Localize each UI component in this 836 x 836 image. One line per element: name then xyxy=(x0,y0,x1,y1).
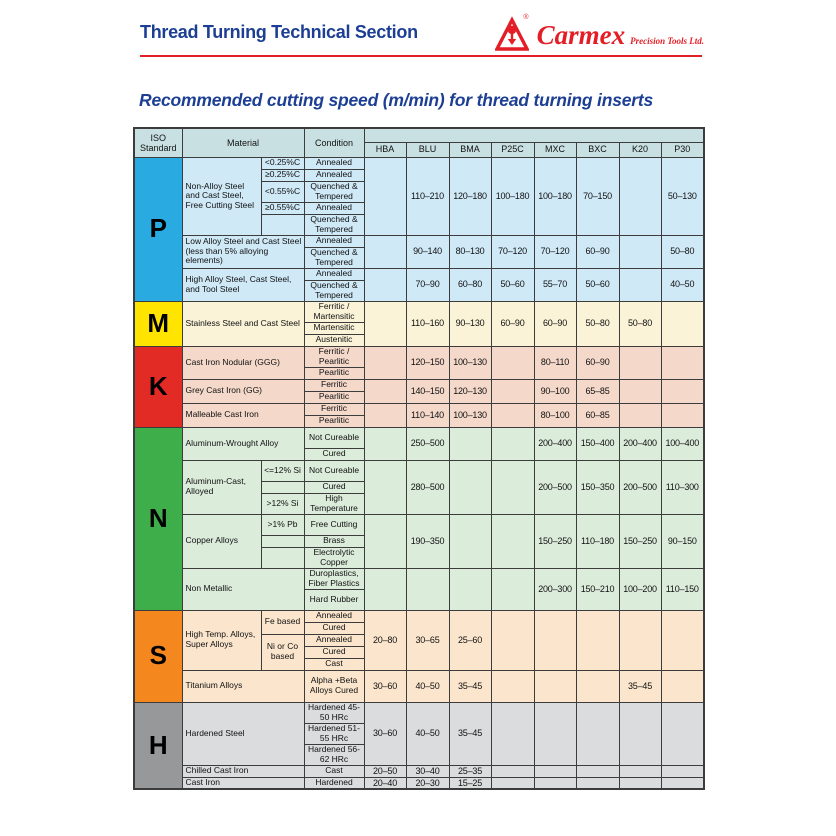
condition-cell: Free Cutting xyxy=(304,514,364,535)
value-cell: 20–50 xyxy=(364,765,406,777)
value-cell: 150–250 xyxy=(619,514,661,568)
material-cell: Copper Alloys xyxy=(182,514,261,568)
document-header xyxy=(140,14,704,60)
value-cell: 40–50 xyxy=(406,670,449,702)
value-cell: 200–300 xyxy=(534,568,576,610)
value-cell: 30–40 xyxy=(406,765,449,777)
value-cell: 60–85 xyxy=(576,403,619,427)
value-cell: 30–60 xyxy=(364,670,406,702)
material-cell: Malleable Cast Iron xyxy=(182,403,304,427)
value-cell: 110–160 xyxy=(406,301,449,346)
material-cell: Titanium Alloys xyxy=(182,670,304,702)
value-cell: 35–45 xyxy=(449,670,491,702)
iso-letter-N: N xyxy=(134,427,182,610)
col-header-grade: BMA xyxy=(449,142,491,157)
value-cell xyxy=(364,403,406,427)
value-cell xyxy=(491,514,534,568)
value-cell: 60–90 xyxy=(576,235,619,268)
value-cell xyxy=(364,460,406,514)
value-cell xyxy=(661,702,704,765)
value-cell: 60–80 xyxy=(449,268,491,301)
value-cell xyxy=(364,568,406,610)
condition-cell: Martensitic xyxy=(304,322,364,334)
value-cell xyxy=(619,379,661,403)
value-cell xyxy=(491,460,534,514)
condition-cell: Annealed xyxy=(304,157,364,169)
value-cell: 60–90 xyxy=(491,301,534,346)
material-cell: Grey Cast Iron (GG) xyxy=(182,379,304,403)
condition-cell: Cured xyxy=(304,448,364,460)
condition-cell: Electrolytic Copper xyxy=(304,547,364,568)
condition-cell: Quenched & Tempered xyxy=(304,280,364,301)
value-cell: 90–140 xyxy=(406,235,449,268)
value-cell xyxy=(449,568,491,610)
value-cell: 140–150 xyxy=(406,379,449,403)
value-cell xyxy=(449,427,491,460)
spec-cell: ≥0.55%C xyxy=(261,202,304,214)
condition-cell: Ferritic xyxy=(304,403,364,415)
spec-cell: Ni or Co based xyxy=(261,634,304,670)
value-cell: 35–45 xyxy=(619,670,661,702)
value-cell xyxy=(534,765,576,777)
col-header-grade: P25C xyxy=(491,142,534,157)
material-cell: Aluminum-Wrought Alloy xyxy=(182,427,304,460)
value-cell xyxy=(491,568,534,610)
value-cell xyxy=(661,301,704,346)
condition-cell: Annealed xyxy=(304,202,364,214)
grades-band xyxy=(364,128,704,142)
spec-cell: Fe based xyxy=(261,610,304,634)
value-cell: 90–130 xyxy=(449,301,491,346)
value-cell xyxy=(491,403,534,427)
value-cell xyxy=(619,765,661,777)
condition-cell: Pearlitic xyxy=(304,367,364,379)
condition-cell: Ferritic / Martensitic xyxy=(304,301,364,322)
material-cell: Hardened Steel xyxy=(182,702,304,765)
condition-cell: Annealed xyxy=(304,610,364,622)
value-cell xyxy=(364,301,406,346)
value-cell: 50–130 xyxy=(661,157,704,235)
value-cell: 100–130 xyxy=(449,403,491,427)
value-cell: 25–60 xyxy=(449,610,491,670)
value-cell xyxy=(534,670,576,702)
value-cell xyxy=(491,765,534,777)
spec-cell xyxy=(261,535,304,547)
condition-cell: Ferritic / Pearlitic xyxy=(304,346,364,367)
value-cell: 90–150 xyxy=(661,514,704,568)
spec-cell: ≥0.25%C xyxy=(261,169,304,181)
value-cell xyxy=(619,702,661,765)
spec-cell xyxy=(261,214,304,235)
value-cell: 30–65 xyxy=(406,610,449,670)
value-cell xyxy=(364,514,406,568)
value-cell: 200–500 xyxy=(534,460,576,514)
value-cell: 120–180 xyxy=(449,157,491,235)
value-cell xyxy=(576,702,619,765)
value-cell: 120–130 xyxy=(449,379,491,403)
value-cell xyxy=(491,427,534,460)
value-cell: 50–60 xyxy=(491,268,534,301)
condition-cell: Cured xyxy=(304,622,364,634)
condition-cell: Austenitic xyxy=(304,334,364,346)
value-cell: 200–400 xyxy=(534,427,576,460)
value-cell: 50–80 xyxy=(661,235,704,268)
spec-cell: <=12% Si xyxy=(261,460,304,481)
value-cell: 20–30 xyxy=(406,777,449,789)
value-cell: 80–110 xyxy=(534,346,576,379)
condition-cell: Cured xyxy=(304,646,364,658)
value-cell xyxy=(364,157,406,235)
iso-letter-M: M xyxy=(134,301,182,346)
condition-cell: Hardened 51-55 HRc xyxy=(304,723,364,744)
material-cell: Non Metallic xyxy=(182,568,304,610)
value-cell xyxy=(576,765,619,777)
col-header-grade: BLU xyxy=(406,142,449,157)
value-cell xyxy=(661,346,704,379)
value-cell: 80–130 xyxy=(449,235,491,268)
spec-cell: <0.25%C xyxy=(261,157,304,169)
page-title: Thread Turning Technical Section xyxy=(140,22,418,42)
value-cell xyxy=(576,610,619,670)
value-cell xyxy=(576,777,619,789)
col-header-material: Material xyxy=(182,128,304,157)
value-cell: 25–35 xyxy=(449,765,491,777)
value-cell: 50–60 xyxy=(576,268,619,301)
value-cell: 55–70 xyxy=(534,268,576,301)
value-cell xyxy=(619,777,661,789)
value-cell xyxy=(661,670,704,702)
value-cell: 40–50 xyxy=(406,702,449,765)
value-cell: 20–40 xyxy=(364,777,406,789)
spec-cell: >12% Si xyxy=(261,493,304,514)
iso-letter-H: H xyxy=(134,702,182,789)
value-cell xyxy=(449,514,491,568)
value-cell: 60–90 xyxy=(576,346,619,379)
value-cell: 110–150 xyxy=(661,568,704,610)
spec-cell xyxy=(261,481,304,493)
value-cell xyxy=(619,346,661,379)
value-cell: 100–400 xyxy=(661,427,704,460)
value-cell: 15–25 xyxy=(449,777,491,789)
condition-cell: Quenched & Tempered xyxy=(304,181,364,202)
col-header-grade: HBA xyxy=(364,142,406,157)
value-cell: 60–90 xyxy=(534,301,576,346)
value-cell: 70–120 xyxy=(491,235,534,268)
col-header-grade: BXC xyxy=(576,142,619,157)
iso-letter-K: K xyxy=(134,346,182,427)
value-cell xyxy=(619,268,661,301)
value-cell: 50–80 xyxy=(576,301,619,346)
value-cell xyxy=(364,346,406,379)
value-cell: 40–50 xyxy=(661,268,704,301)
value-cell xyxy=(364,427,406,460)
iso-letter-P: P xyxy=(134,157,182,301)
value-cell: 110–300 xyxy=(661,460,704,514)
condition-cell: Brass xyxy=(304,535,364,547)
value-cell: 110–210 xyxy=(406,157,449,235)
value-cell: 110–140 xyxy=(406,403,449,427)
value-cell xyxy=(576,670,619,702)
value-cell: 150–250 xyxy=(534,514,576,568)
condition-cell: Pearlitic xyxy=(304,391,364,403)
material-cell: Cast Iron xyxy=(182,777,304,789)
condition-cell: Annealed xyxy=(304,169,364,181)
value-cell xyxy=(619,235,661,268)
value-cell xyxy=(491,379,534,403)
brand-tagline: Precision Tools Ltd. xyxy=(630,36,704,46)
spec-cell: <0.55%C xyxy=(261,181,304,202)
value-cell xyxy=(491,702,534,765)
value-cell: 70–150 xyxy=(576,157,619,235)
iso-letter-S: S xyxy=(134,610,182,702)
condition-cell: Hardened 56-62 HRc xyxy=(304,744,364,765)
col-header-iso: ISO Standard xyxy=(134,128,182,157)
condition-cell: Quenched & Tempered xyxy=(304,214,364,235)
spec-cell: >1% Pb xyxy=(261,514,304,535)
material-cell: High Alloy Steel, Cast Steel, and Tool Steel xyxy=(182,268,304,301)
value-cell xyxy=(661,403,704,427)
condition-cell: Annealed xyxy=(304,268,364,280)
col-header-grade: MXC xyxy=(534,142,576,157)
condition-cell: High Temperature xyxy=(304,493,364,514)
condition-cell: Duroplastics, Fiber Plastics xyxy=(304,568,364,589)
value-cell xyxy=(364,235,406,268)
value-cell xyxy=(661,765,704,777)
value-cell xyxy=(534,610,576,670)
condition-cell: Not Cureable xyxy=(304,427,364,448)
value-cell: 110–180 xyxy=(576,514,619,568)
value-cell: 280–500 xyxy=(406,460,449,514)
col-header-grade: K20 xyxy=(619,142,661,157)
brand-name: Carmex xyxy=(536,20,626,50)
material-cell: Aluminum-Cast, Alloyed xyxy=(182,460,261,514)
value-cell: 100–180 xyxy=(491,157,534,235)
value-cell xyxy=(364,268,406,301)
condition-cell: Cast xyxy=(304,765,364,777)
condition-cell: Alpha +Beta Alloys Cured xyxy=(304,670,364,702)
condition-cell: Cast xyxy=(304,658,364,670)
condition-cell: Pearlitic xyxy=(304,415,364,427)
value-cell: 100–200 xyxy=(619,568,661,610)
value-cell xyxy=(491,346,534,379)
condition-cell: Hardened 45-50 HRc xyxy=(304,702,364,723)
col-header-condition: Condition xyxy=(304,128,364,157)
value-cell: 65–85 xyxy=(576,379,619,403)
material-cell: High Temp. Alloys, Super Alloys xyxy=(182,610,261,670)
value-cell xyxy=(661,610,704,670)
value-cell xyxy=(491,670,534,702)
value-cell xyxy=(534,777,576,789)
value-cell: 70–90 xyxy=(406,268,449,301)
condition-cell: Annealed xyxy=(304,634,364,646)
value-cell: 190–350 xyxy=(406,514,449,568)
value-cell: 150–210 xyxy=(576,568,619,610)
condition-cell: Ferritic xyxy=(304,379,364,391)
carmex-logo xyxy=(495,14,704,54)
value-cell xyxy=(449,460,491,514)
value-cell xyxy=(619,610,661,670)
material-cell: Chilled Cast Iron xyxy=(182,765,304,777)
value-cell: 30–60 xyxy=(364,702,406,765)
material-cell: Low Alloy Steel and Cast Steel (less than 5% alloying elements) xyxy=(182,235,304,268)
value-cell xyxy=(364,379,406,403)
col-header-grade: P30 xyxy=(661,142,704,157)
value-cell xyxy=(534,702,576,765)
value-cell xyxy=(491,777,534,789)
value-cell xyxy=(661,379,704,403)
value-cell: 80–100 xyxy=(534,403,576,427)
condition-cell: Annealed xyxy=(304,235,364,247)
value-cell: 150–400 xyxy=(576,427,619,460)
material-cell: Stainless Steel and Cast Steel xyxy=(182,301,304,346)
registered-trademark: ® xyxy=(523,14,529,21)
material-cell: Cast Iron Nodular (GGG) xyxy=(182,346,304,379)
value-cell: 200–500 xyxy=(619,460,661,514)
value-cell: 70–120 xyxy=(534,235,576,268)
spec-cell xyxy=(261,547,304,568)
value-cell: 90–100 xyxy=(534,379,576,403)
condition-cell: Cured xyxy=(304,481,364,493)
value-cell xyxy=(406,568,449,610)
value-cell xyxy=(661,777,704,789)
condition-cell: Hard Rubber xyxy=(304,589,364,610)
value-cell: 100–130 xyxy=(449,346,491,379)
condition-cell: Quenched & Tempered xyxy=(304,247,364,268)
value-cell xyxy=(491,610,534,670)
condition-cell: Not Cureable xyxy=(304,460,364,481)
value-cell: 150–350 xyxy=(576,460,619,514)
condition-cell: Hardened xyxy=(304,777,364,789)
value-cell: 35–45 xyxy=(449,702,491,765)
section-title: Recommended cutting speed (m/min) for thread turning inserts xyxy=(139,90,654,110)
material-cell: Non-Alloy Steel and Cast Steel, Free Cutting Steel xyxy=(182,157,261,235)
value-cell xyxy=(619,403,661,427)
value-cell: 100–180 xyxy=(534,157,576,235)
value-cell: 200–400 xyxy=(619,427,661,460)
carmex-emblem-icon xyxy=(495,16,529,54)
value-cell: 250–500 xyxy=(406,427,449,460)
header-divider xyxy=(140,55,702,57)
value-cell: 120–150 xyxy=(406,346,449,379)
value-cell: 20–80 xyxy=(364,610,406,670)
cutting-speed-table xyxy=(133,127,705,790)
value-cell: 50–80 xyxy=(619,301,661,346)
value-cell xyxy=(619,157,661,235)
